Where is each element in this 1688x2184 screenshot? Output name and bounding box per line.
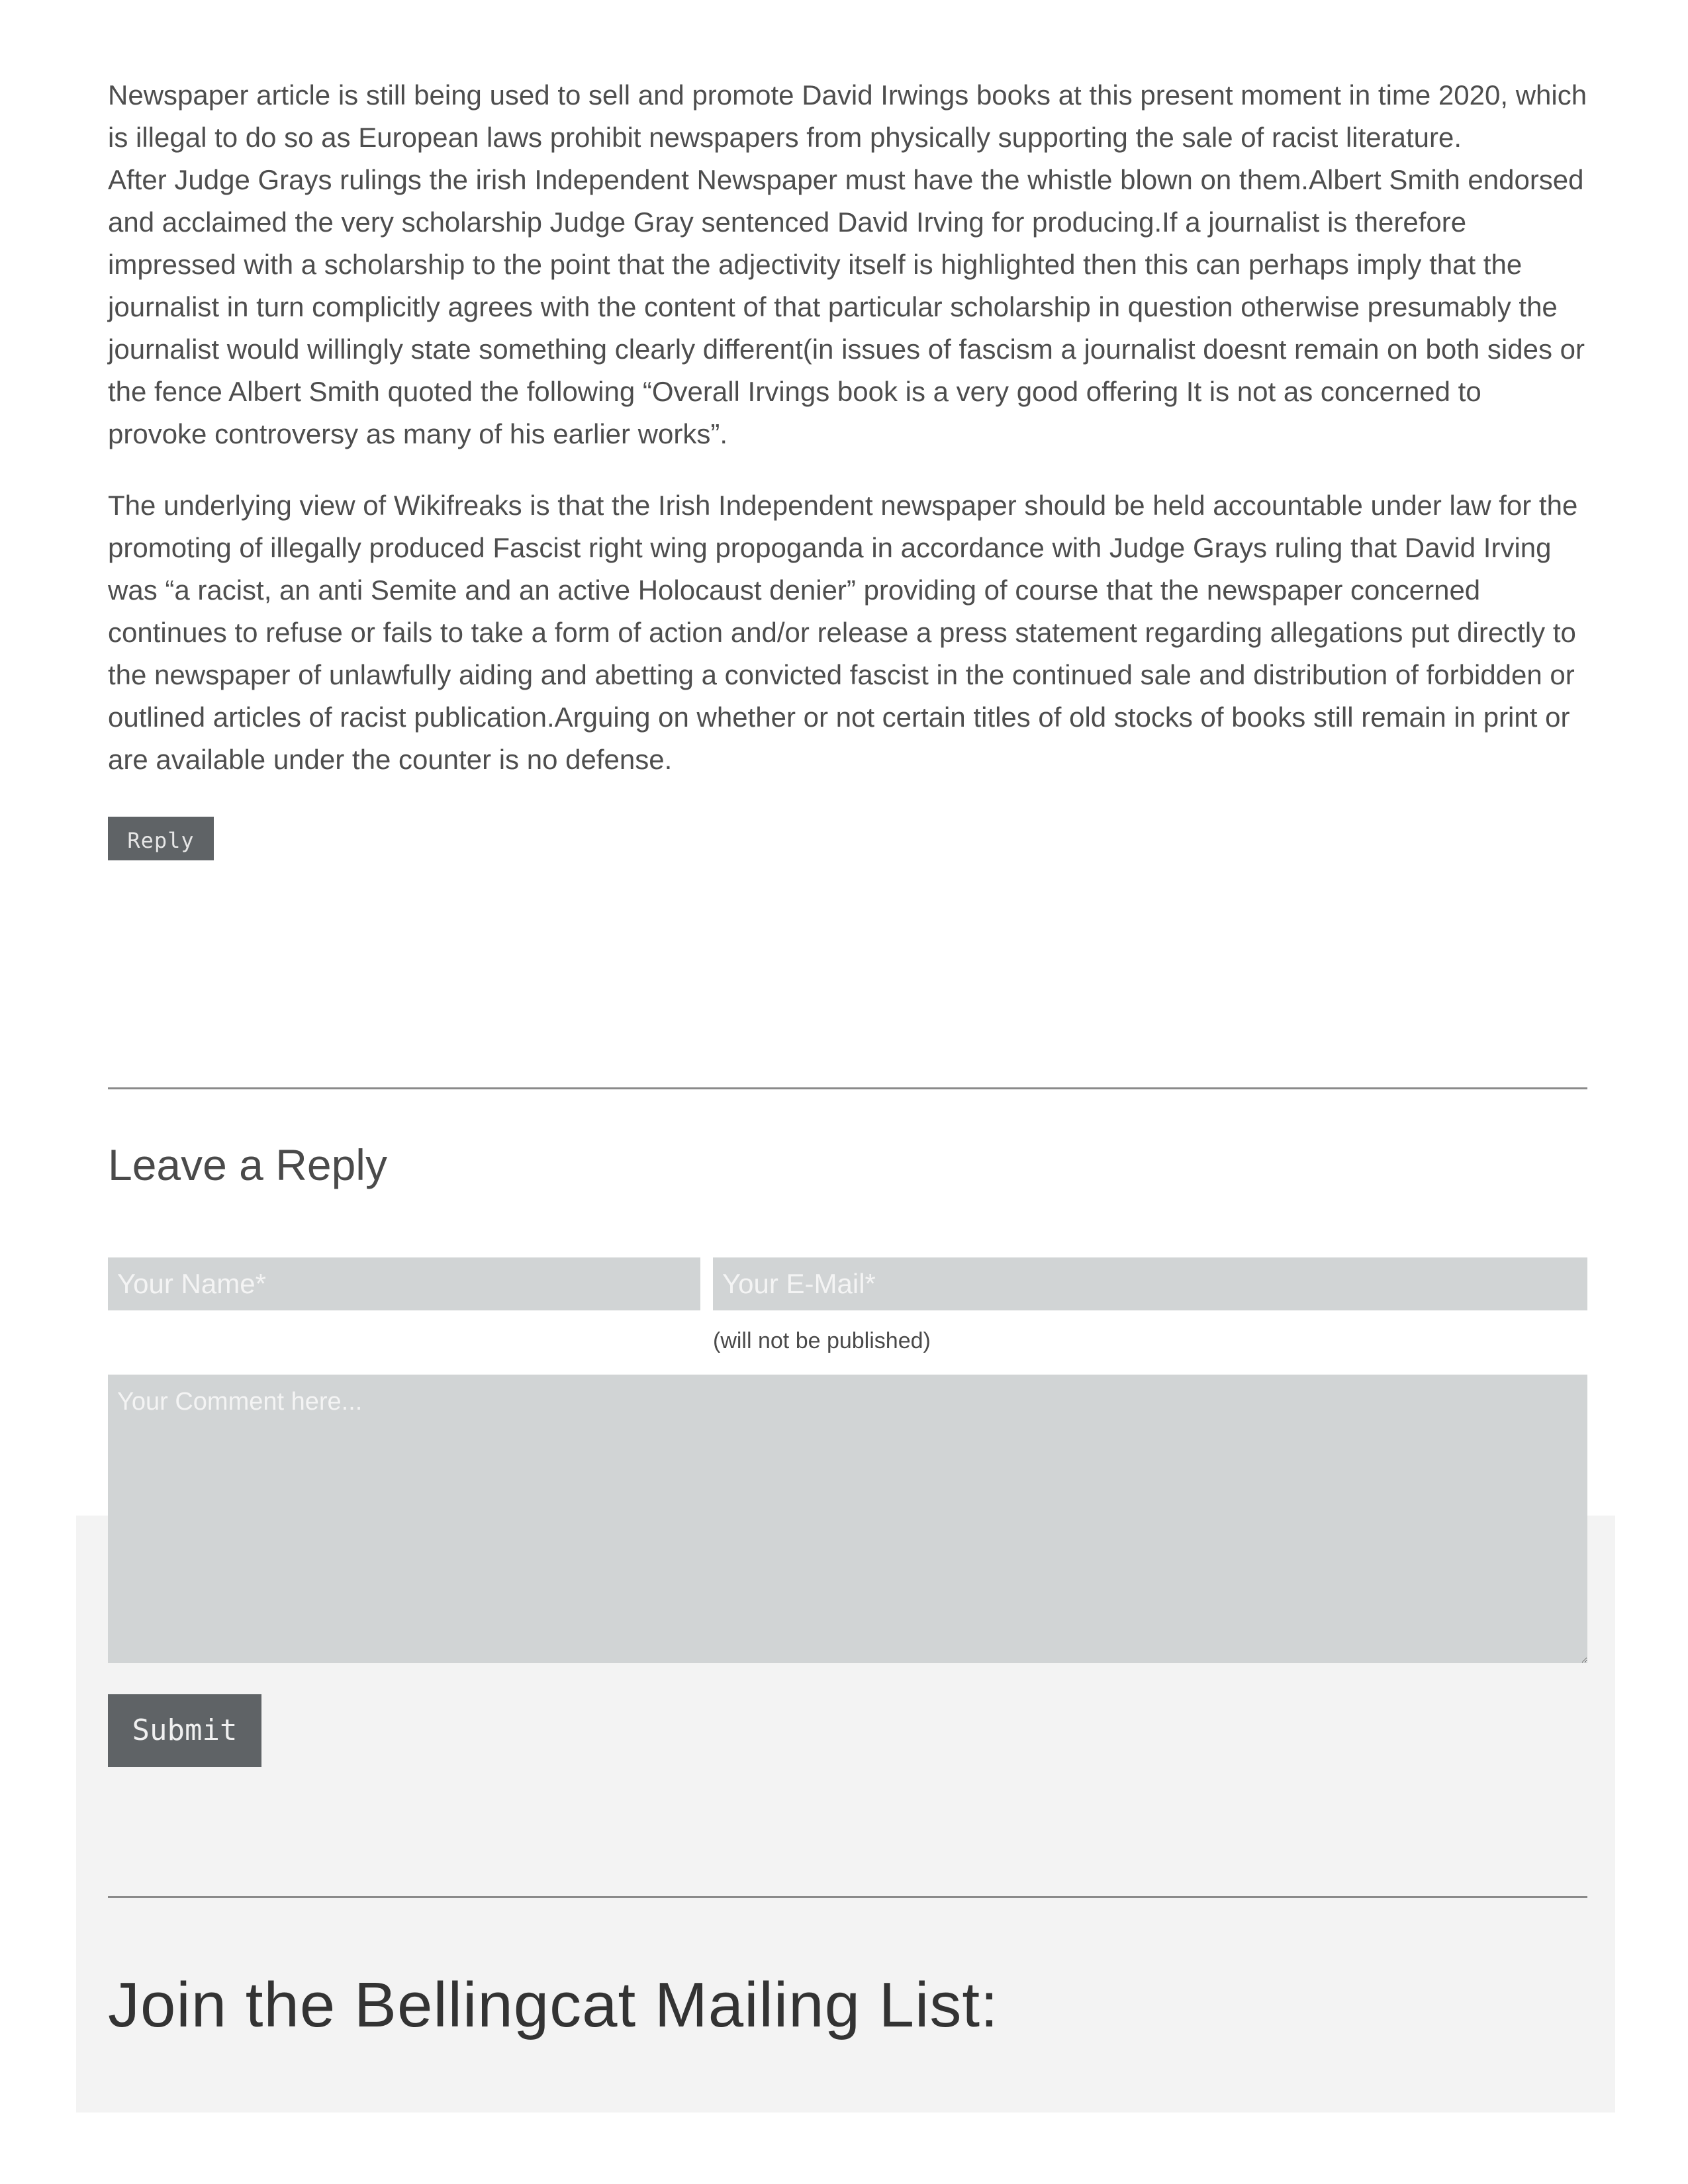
name-field[interactable] xyxy=(108,1257,700,1310)
email-privacy-note: (will not be published) xyxy=(713,1328,931,1353)
comment-paragraph: Newspaper article is still being used to sell and promote David Irwings books at this present moment in time 2020, which is illegal to do so as European laws prohibit newspapers from physically supporting the sale of racist literature. xyxy=(108,79,1587,153)
email-field[interactable] xyxy=(713,1257,1587,1310)
reply-button[interactable]: Reply xyxy=(108,817,214,860)
comment-body xyxy=(108,74,1587,781)
comment xyxy=(108,74,1587,860)
leave-reply-heading: Leave a Reply xyxy=(108,1140,387,1189)
comment-paragraph: After Judge Grays rulings the irish Independent Newspaper must have the whistle blown on them.Albert Smith endorsed and acclaimed the very scholarship Judge Gray sentenced David Irving for producing.If a journalist is therefore impressed with a scholarship to the point that the adjectivity itself is highlighted then this can perhaps imply that the journalist in turn complicitly agrees with the content of that particular scholarship in question otherwise presumably the journalist would willingly state something clearly different(in issues of fascism a journalist doesnt remain on both sides or the fence Albert Smith quoted the following “Overall Irvings book is a very good offering It is not as concerned to provoke controversy as many of his earlier works”. xyxy=(108,164,1585,449)
mailing-list-heading: Join the Bellingcat Mailing List: xyxy=(108,1970,999,2040)
submit-button[interactable]: Submit xyxy=(108,1694,261,1767)
comment-textarea[interactable] xyxy=(108,1375,1587,1663)
comment-paragraph: The underlying view of Wikifreaks is that the Irish Independent newspaper should be held accountable under law for the promoting of illegally produced Fascist right wing propoganda in accordance with Judge Grays ruling that David Irving was “a racist, an anti Semite and an active Holocaust denier” providing of course that the newspaper concerned continues to refuse or fails to take a form of action and/or release a press statement regarding allegations put directly to the newspaper of unlawfully aiding and abetting a convicted fascist in the continued sale and distribution of forbidden or outlined articles of racist publication.Arguing on whether or not certain titles of old stocks of books still remain in print or are available under the counter is no defense. xyxy=(108,490,1578,775)
section-divider xyxy=(108,1087,1587,1089)
section-divider xyxy=(108,1896,1587,1898)
